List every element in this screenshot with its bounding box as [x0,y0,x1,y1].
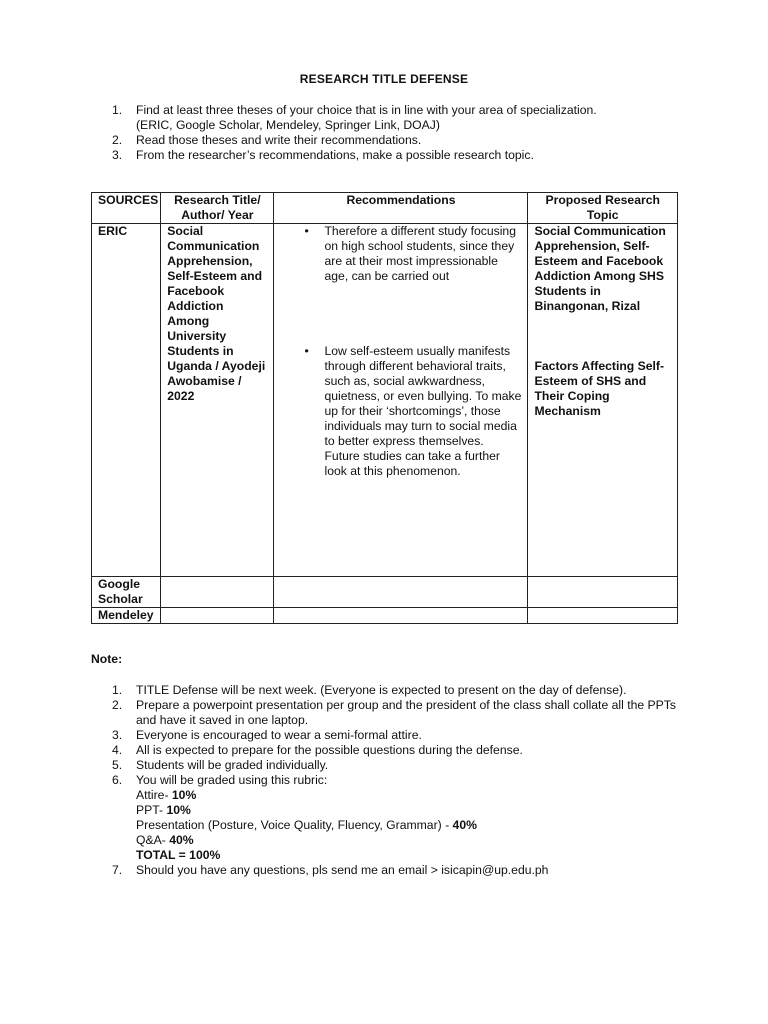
rubric-label: TOTAL = [136,848,190,862]
note-item [112,698,692,728]
empty-cell [528,577,678,608]
rubric-label: Presentation (Posture, Voice Quality, Fluency, Grammar) - [136,818,453,832]
item-text: Read those theses and write their recommendations. [136,133,422,147]
rubric-line [136,803,692,818]
rubric-value: 100% [189,848,221,862]
recommendation-item [280,224,521,284]
item-text: All is expected to prepare for the possible questions during the defense. [136,743,523,757]
source-cell: ERIC [92,224,161,577]
note-item [112,683,692,698]
rubric-value: 10% [171,788,197,802]
sources-table [91,192,678,624]
rubric-label: Attire- [136,788,172,802]
instruction-item [112,133,682,148]
note-label: Note: [91,652,123,666]
item-text: Prepare a powerpoint presentation per group and the president of the class shall collate all the PPTs and have it saved in one laptop. [136,698,676,727]
item-number: 7. [112,863,123,877]
header-sources: SOURCES [92,193,161,224]
bullet-icon: • [304,224,309,238]
instruction-item [112,103,682,133]
item-text: Everyone is encouraged to wear a semi-formal attire. [136,728,422,742]
item-number: 1. [112,103,123,117]
table-header-row [92,193,678,224]
item-text: TITLE Defense will be next week. (Everyone is expected to present on the day of defense). [136,683,627,697]
rubric-value: 40% [169,833,194,847]
item-number: 5. [112,758,123,772]
table-row-eric [92,224,678,577]
item-number: 2. [112,133,123,147]
rubric-value: 40% [452,818,477,832]
header-proposed-topic: Proposed Research Topic [528,193,678,224]
header-recommendations: Recommendations [274,193,528,224]
item-number: 4. [112,743,123,757]
note-item [112,743,692,758]
rubric-total [136,848,692,863]
item-number: 3. [112,728,123,742]
item-number: 6. [112,773,123,787]
empty-cell [274,577,528,608]
table-row-google-scholar [92,577,678,608]
source-cell: Mendeley [92,608,161,624]
note-item [112,773,692,863]
empty-cell [161,577,274,608]
item-number: 1. [112,683,123,697]
item-text: You will be graded using this rubric: [136,773,328,787]
item-number: 2. [112,698,123,712]
note-item [112,863,692,878]
research-title-cell: Social Communication Apprehension, Self-Esteem and Facebook Addiction Among University Students in Uganda / Ayodeji Awobamise / 2022 [161,224,274,577]
recommendations-cell [274,224,528,577]
item-text: From the researcher’s recommendations, make a possible research topic. [136,148,534,162]
recommendation-text: Therefore a different study focusing on high school students, since they are at their most impressionable age, can be carried out [324,224,516,283]
empty-cell [274,608,528,624]
document-title: RESEARCH TITLE DEFENSE [299,72,469,86]
rubric-label: Q&A- [136,833,170,847]
note-item [112,758,692,773]
header-research-title: Research Title/ Author/ Year [161,193,274,224]
table-row-mendeley [92,608,678,624]
source-cell: Google Scholar [92,577,161,608]
rubric-line [136,833,692,848]
note-list [112,683,692,878]
rubric-line [136,788,692,803]
proposed-topic: Social Communication Apprehension, Self-Esteem and Facebook Addiction Among SHS Students in Binangonan, Rizal [534,224,666,313]
item-text: Should you have any questions, pls send me an email > isicapin@up.edu.ph [136,863,549,877]
item-text: Find at least three theses of your choice that is in line with your area of specialization. [136,103,597,117]
item-text: Students will be graded individually. [136,758,329,772]
proposed-topic: Factors Affecting Self-Esteem of SHS and Their Coping Mechanism [534,359,665,418]
instruction-list [112,103,682,163]
rubric-label: PPT- [136,803,167,817]
empty-cell [528,608,678,624]
rubric-line [136,818,692,833]
item-number: 3. [112,148,123,162]
recommendation-item [280,344,521,479]
empty-cell [161,608,274,624]
note-item [112,728,692,743]
instruction-item [112,148,682,163]
rubric-value: 10% [166,803,191,817]
bullet-icon: • [304,344,309,358]
proposed-topic-cell [528,224,678,577]
recommendation-text: Low self-esteem usually manifests through different behavioral traits, such as, social awkwardness, quietness, or even bullying. To make up for their ‘shortcomings’, those individuals may turn to social media to better express themselves. Future studies can take a further look at this phenomenon. [324,344,522,478]
item-text: (ERIC, Google Scholar, Mendeley, Springer Link, DOAJ) [136,118,440,132]
